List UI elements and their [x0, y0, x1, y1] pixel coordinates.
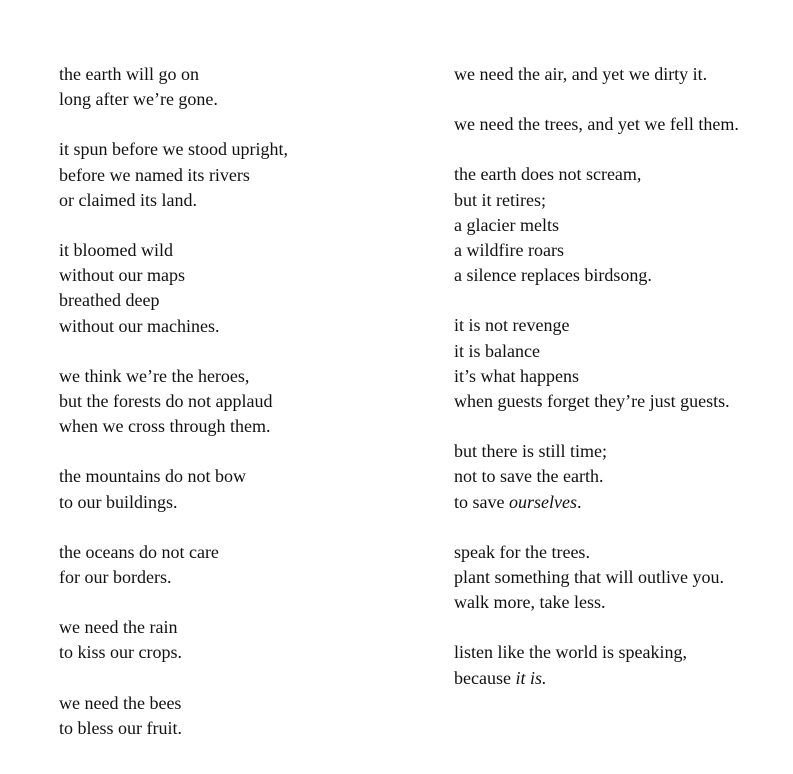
poem-line: without our maps — [59, 265, 185, 286]
because-prefix: because — [454, 667, 516, 688]
ourselves-prefix: to save — [454, 491, 509, 512]
stanza — [454, 162, 784, 288]
poem-line: to kiss our crops. — [59, 642, 182, 663]
poem-line: not to save the earth. — [454, 466, 604, 487]
poem-line: but it retires; — [454, 189, 546, 210]
poem-line: without our machines. — [59, 315, 220, 336]
poem-line: breathed deep — [59, 290, 160, 311]
poem-line: for our borders. — [59, 567, 172, 588]
poem-line: the earth will go on — [59, 64, 199, 84]
poem-line: but there is still time; — [454, 441, 607, 462]
poem-line: listen like the world is speaking, — [454, 642, 687, 663]
poem-line: we think we’re the heroes, — [59, 365, 250, 386]
poem-line: it is not revenge — [454, 315, 570, 336]
ourselves-emphasis: ourselves — [508, 491, 577, 512]
poem-line: the mountains do not bow — [59, 466, 246, 487]
stanza — [59, 364, 419, 440]
poem-line: a wildfire roars — [454, 240, 564, 261]
stanza — [59, 691, 419, 741]
stanza — [59, 238, 419, 339]
poem-line: long after we’re gone. — [59, 89, 218, 110]
stanza — [454, 112, 784, 137]
poem-line: the oceans do not care — [59, 541, 219, 562]
poem-line: or claimed its land. — [59, 189, 197, 210]
poem-line: we need the bees — [59, 692, 182, 713]
poem-line: to bless our fruit. — [59, 717, 182, 738]
stanza — [59, 464, 419, 514]
poem-line: plant something that will outlive you. — [454, 567, 724, 588]
poem-line: before we named its rivers — [59, 164, 250, 185]
poem-line: we need the rain — [59, 617, 178, 638]
poem-column-right — [454, 62, 784, 716]
stanza — [59, 62, 419, 112]
poem-line: we need the trees, and yet we fell them. — [454, 114, 739, 135]
stanza — [59, 615, 419, 665]
poem-column-left — [59, 62, 419, 766]
stanza — [454, 313, 784, 414]
poem-line: we need the air, and yet we dirty it. — [454, 64, 708, 84]
poem-line: a silence replaces birdsong. — [454, 265, 652, 286]
poem-line: when guests forget they’re just guests. — [454, 391, 730, 412]
poem-line-because — [454, 666, 784, 691]
stanza — [59, 137, 419, 213]
poem-line: when we cross through them. — [59, 416, 271, 437]
stanza — [454, 540, 784, 616]
because-emphasis: it is. — [515, 667, 547, 688]
ourselves-suffix: . — [576, 491, 582, 512]
poem-line-ourselves — [454, 490, 784, 515]
poem-line: the earth does not scream, — [454, 164, 642, 185]
poem-line: it bloomed wild — [59, 240, 173, 261]
stanza — [454, 640, 784, 690]
poem-line: speak for the trees. — [454, 541, 590, 562]
poem-line: a glacier melts — [454, 214, 559, 235]
stanza — [454, 439, 784, 515]
stanza — [59, 540, 419, 590]
poem-line: it’s what happens — [454, 365, 579, 386]
poem-line: walk more, take less. — [454, 592, 606, 613]
stanza — [454, 62, 784, 87]
poem-line: to our buildings. — [59, 491, 178, 512]
poem-line: but the forests do not applaud — [59, 391, 273, 412]
poem-line: it is balance — [454, 340, 540, 361]
poem-line: it spun before we stood upright, — [59, 139, 288, 160]
